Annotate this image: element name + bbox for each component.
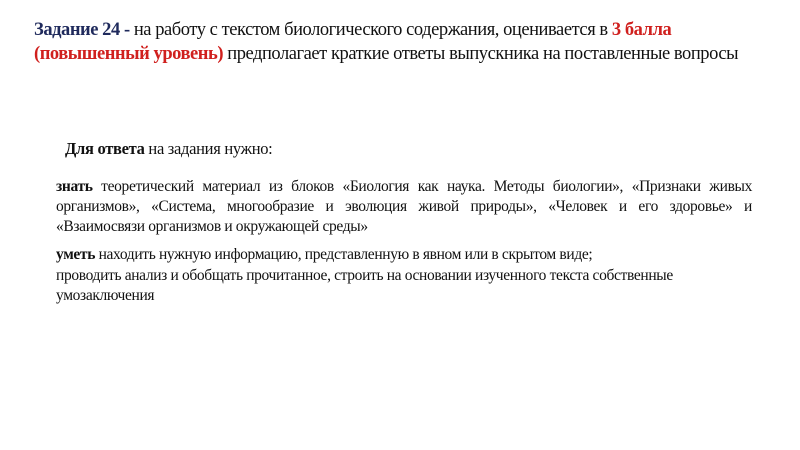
subheading bbox=[65, 139, 272, 159]
know-label: знать bbox=[56, 178, 93, 195]
task-description-end: предполагает краткие ответы выпускника на поставленные вопросы bbox=[223, 44, 739, 64]
subheading-rest: на задания нужно: bbox=[144, 139, 273, 158]
can-text: находить нужную информацию, представленную в явном или в скрытом виде; bbox=[95, 246, 593, 263]
can-label: уметь bbox=[56, 246, 96, 263]
know-paragraph bbox=[56, 177, 752, 237]
points: 3 балла bbox=[611, 20, 672, 40]
can-paragraph bbox=[56, 245, 752, 306]
know-text: теоретический материал из блоков «Биология как наука. Методы биологии», «Признаки живых организмов», «Система, многообразие и эволюция живой природы», «Человек и его здоровье» и «Взаимосвязи организмов и окружающей среды» bbox=[56, 178, 752, 235]
task-label: Задание 24 bbox=[34, 20, 120, 40]
task-description: на работу с текстом биологического содержания, оценивается в bbox=[133, 20, 612, 40]
subheading-bold: Для ответа bbox=[65, 139, 145, 158]
task-heading bbox=[34, 18, 754, 66]
can-text-line2: проводить анализ и обобщать прочитанное, строить на основании изученного текста собственные умозаключения bbox=[56, 267, 673, 304]
difficulty-level: (повышенный уровень) bbox=[34, 44, 224, 64]
dash: - bbox=[119, 20, 134, 40]
